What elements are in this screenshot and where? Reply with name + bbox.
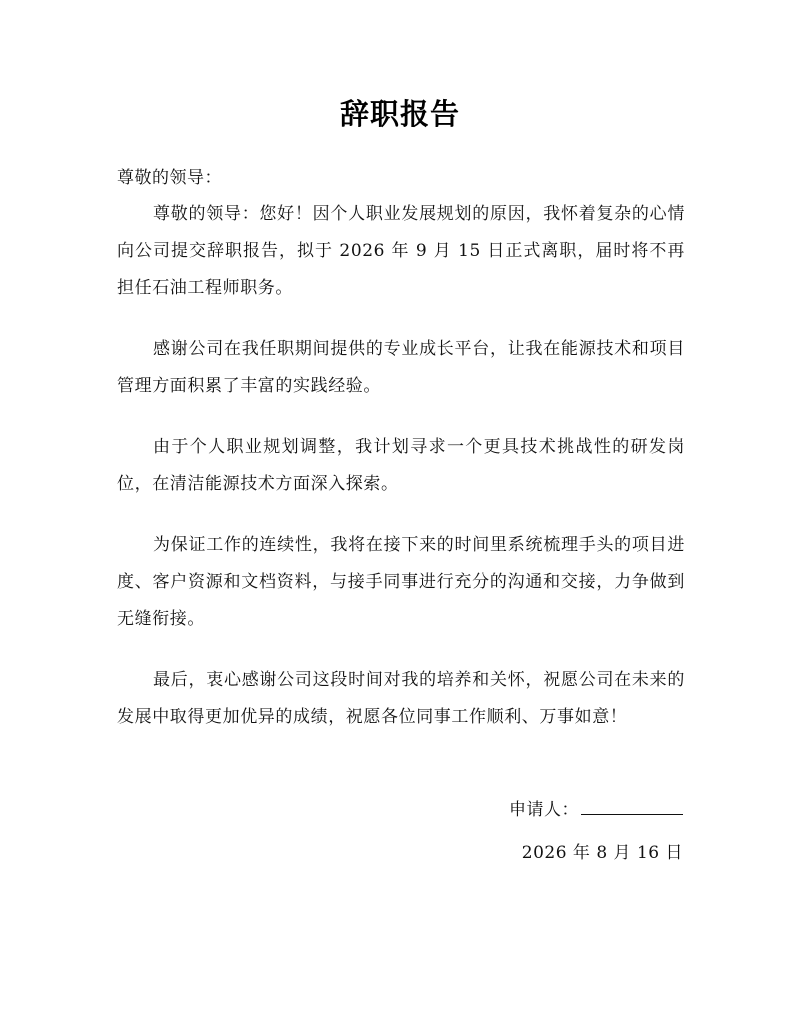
paragraph-closing: 最后，衷心感谢公司这段时间对我的培养和关怀，祝愿公司在未来的发展中取得更加优异的成绩，祝愿各位同事工作顺利、万事如意！ <box>117 670 685 727</box>
signature-block <box>509 792 683 869</box>
signature-date: 2026 年 8 月 16 日 <box>521 843 683 863</box>
paragraph-career-plan: 由于个人职业规划调整，我计划寻求一个更具技术挑战性的研发岗位，在清洁能源技术方面深入探索。 <box>117 437 685 494</box>
paragraph-reason: 尊敬的领导：您好！因个人职业发展规划的原因，我怀着复杂的心情向公司提交辞职报告，拟于 2026 年 9 月 15 日正式离职，届时将不再担任石油工程师职务。 <box>117 204 685 298</box>
salutation: 尊敬的领导： <box>117 168 222 188</box>
applicant-line <box>509 792 683 824</box>
applicant-signature-blank <box>581 792 683 815</box>
paragraph-handover: 为保证工作的连续性，我将在接下来的时间里系统梳理手头的项目进度、客户资源和文档资料，与接手同事进行充分的沟通和交接，力争做到无缝衔接。 <box>117 535 685 629</box>
paragraph-gratitude: 感谢公司在我任职期间提供的专业成长平台，让我在能源技术和项目管理方面积累了丰富的实践经验。 <box>117 339 685 396</box>
applicant-label: 申请人： <box>509 800 579 820</box>
letter-body <box>117 196 685 760</box>
document-title: 辞职报告 <box>339 97 460 131</box>
